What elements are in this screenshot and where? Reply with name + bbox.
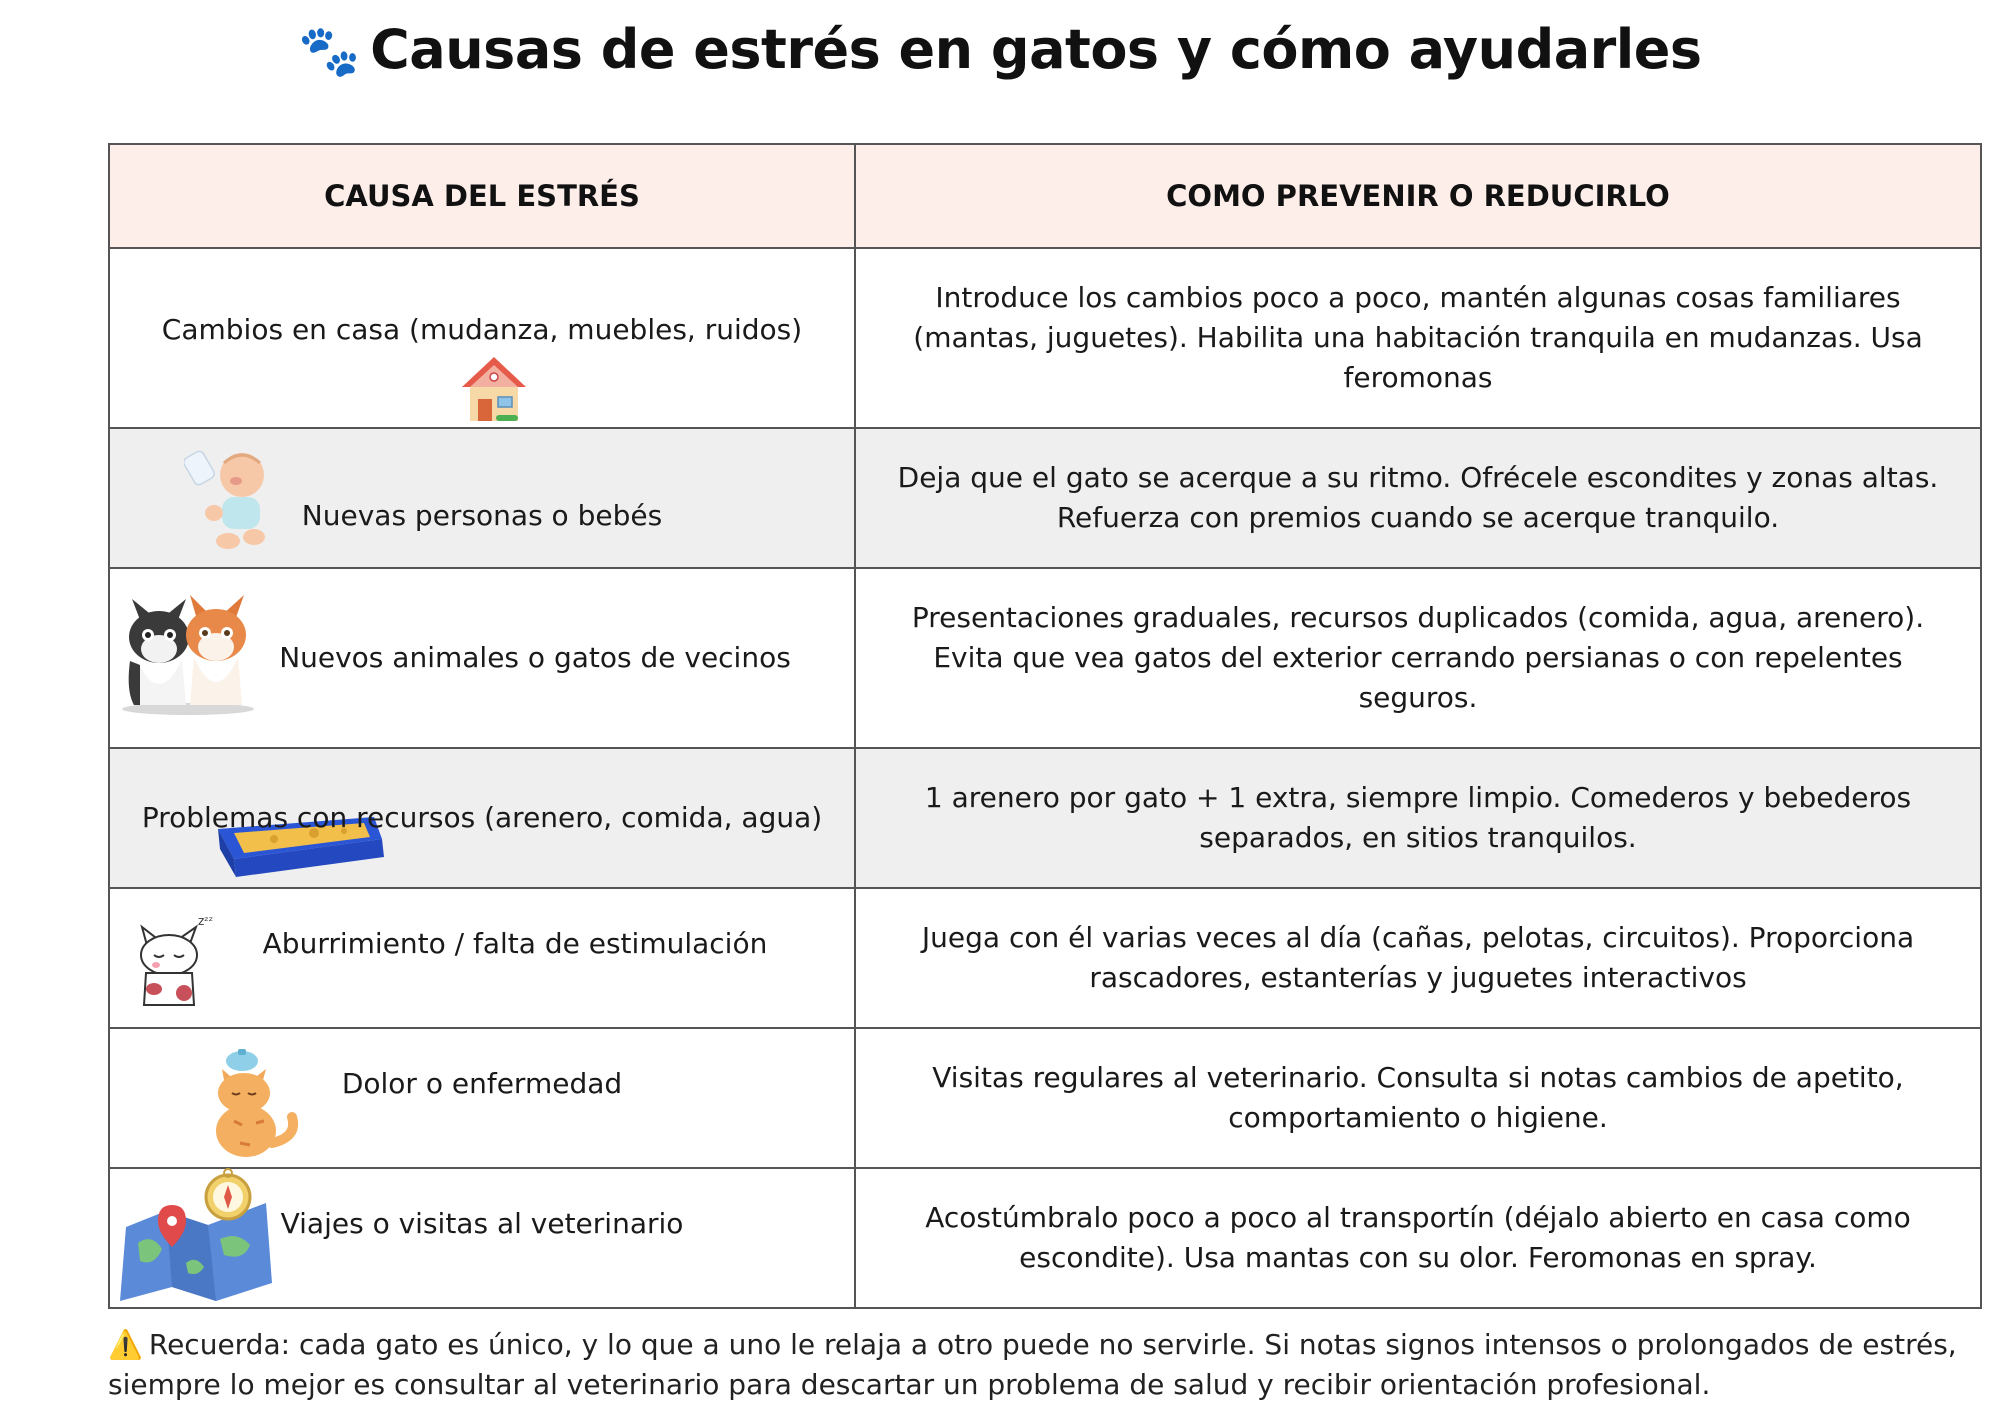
advice-cell: 1 arenero por gato + 1 extra, siempre limpio. Comederos y bebederos separados, en sitios tranquilos. <box>855 748 1981 888</box>
cause-cell <box>109 568 855 748</box>
table-row <box>109 428 1981 568</box>
advice-cell: Juega con él varias veces al día (cañas, pelotas, circuitos). Proporciona rascadores, estanterías y juguetes interactivos <box>855 888 1981 1028</box>
table-row <box>109 1028 1981 1168</box>
warning-icon: ⚠️ <box>108 1328 143 1361</box>
advice-cell: Visitas regulares al veterinario. Consulta si notas cambios de apetito, comportamiento o higiene. <box>855 1028 1981 1168</box>
table-row <box>109 568 1981 748</box>
stress-table <box>108 143 1982 1309</box>
page-title <box>0 18 2000 81</box>
cause-text: Nuevas personas o bebés <box>301 499 663 532</box>
table-row <box>109 248 1981 428</box>
cause-cell <box>109 1028 855 1168</box>
cause-text: Cambios en casa (mudanza, muebles, ruidos) <box>161 313 803 346</box>
cause-cell <box>109 748 855 888</box>
footer-note <box>108 1325 1968 1405</box>
cause-text: Aburrimiento / falta de estimulación <box>262 927 768 960</box>
cause-text: Viajes o visitas al veterinario <box>280 1207 684 1240</box>
advice-cell: Introduce los cambios poco a poco, mantén algunas cosas familiares (mantas, juguetes). Habilita una habitación tranquila en mudanzas. Usa feromonas <box>855 248 1981 428</box>
cause-text: Problemas con recursos (arenero, comida, agua) <box>141 801 823 834</box>
table-header-row <box>109 144 1981 248</box>
advice-cell: Presentaciones graduales, recursos duplicados (comida, agua, arenero). Evita que vea gatos del exterior cerrando persianas o con repelentes seguros. <box>855 568 1981 748</box>
cause-text: Nuevos animales o gatos de vecinos <box>279 641 791 674</box>
cause-cell <box>109 428 855 568</box>
advice-cell: Acostúmbralo poco a poco al transportín (déjalo abierto en casa como escondite). Usa mantas con su olor. Feromonas en spray. <box>855 1168 1981 1308</box>
header-advice: COMO PREVENIR O REDUCIRLO <box>855 144 1981 248</box>
cause-text: Dolor o enfermedad <box>341 1067 623 1100</box>
title-text: Causas de estrés en gatos y cómo ayudarles <box>370 18 1702 81</box>
house-icon <box>458 353 530 425</box>
footer-text: Recuerda: cada gato es único, y lo que a uno le relaja a otro puede no servirle. Si notas signos intensos o prolongados de estrés, siempre lo mejor es consultar al veterinario para descartar un problema de salud y recibir orientación profesional. <box>108 1328 1957 1401</box>
table-row <box>109 1168 1981 1308</box>
table-row <box>109 748 1981 888</box>
header-cause: CAUSA DEL ESTRÉS <box>109 144 855 248</box>
cause-cell <box>109 1168 855 1308</box>
cause-cell <box>109 248 855 428</box>
two-cats-icon <box>118 581 258 717</box>
table-row <box>109 888 1981 1028</box>
advice-cell: Deja que el gato se acerque a su ritmo. Ofrécele escondites y zonas altas. Refuerza con premios cuando se acerque tranquilo. <box>855 428 1981 568</box>
cause-cell <box>109 888 855 1028</box>
paw-prints-icon: 🐾 <box>298 22 361 80</box>
svg-text:zᶻᶻ: zᶻᶻ <box>198 914 214 928</box>
